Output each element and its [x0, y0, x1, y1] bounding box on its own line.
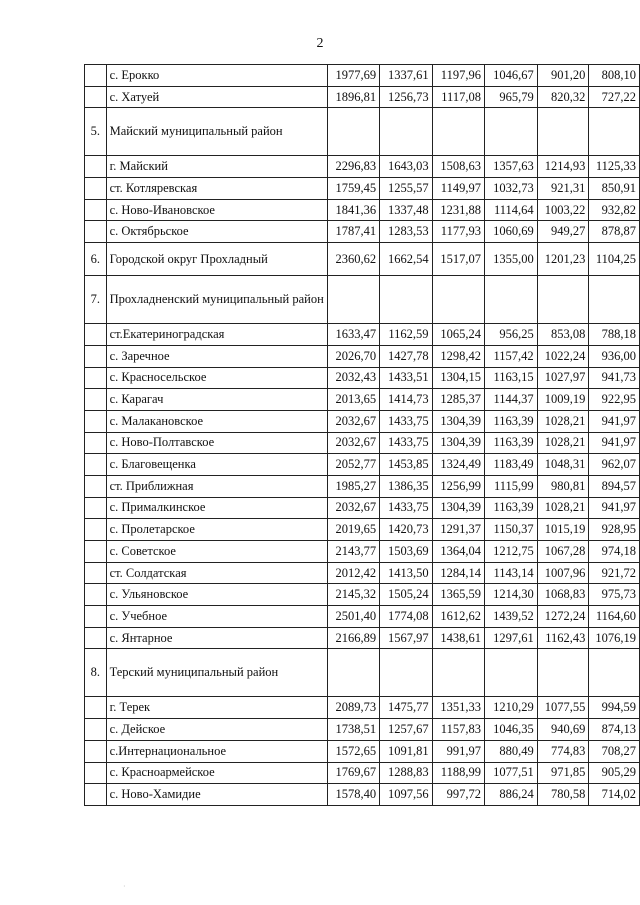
settlement-name: с. Дейское — [106, 719, 327, 741]
value-cell: 1272,24 — [537, 606, 589, 628]
value-cell: 1297,61 — [484, 627, 537, 649]
value-cell — [537, 276, 589, 324]
district-row — [85, 108, 640, 156]
value-cell: 874,13 — [589, 719, 640, 741]
value-cell: 1304,15 — [432, 367, 484, 389]
value-cell: 1256,99 — [432, 475, 484, 497]
value-cell: 1150,37 — [484, 519, 537, 541]
value-cell: 991,97 — [432, 740, 484, 762]
value-cell: 1143,14 — [484, 562, 537, 584]
value-cell: 1841,36 — [327, 199, 379, 221]
row-number — [85, 497, 107, 519]
settlement-name: ст. Котляревская — [106, 178, 327, 200]
scan-speck: · — [123, 882, 126, 891]
settlement-row — [85, 432, 640, 454]
value-cell: 1028,21 — [537, 432, 589, 454]
value-cell: 994,59 — [589, 697, 640, 719]
value-cell: 1214,93 — [537, 156, 589, 178]
value-cell: 2026,70 — [327, 345, 379, 367]
value-cell: 1420,73 — [380, 519, 432, 541]
value-cell: 1164,60 — [589, 606, 640, 628]
value-cell: 1163,15 — [484, 367, 537, 389]
value-cell: 1759,45 — [327, 178, 379, 200]
settlement-row — [85, 324, 640, 346]
value-cell: 1612,62 — [432, 606, 484, 628]
value-cell: 1517,07 — [432, 243, 484, 276]
value-cell: 1183,49 — [484, 454, 537, 476]
value-cell: 921,72 — [589, 562, 640, 584]
value-cell: 2166,89 — [327, 627, 379, 649]
settlement-name: г. Майский — [106, 156, 327, 178]
settlement-row — [85, 697, 640, 719]
settlement-name: с. Карагач — [106, 389, 327, 411]
value-cell: 714,02 — [589, 784, 640, 806]
settlement-row — [85, 367, 640, 389]
value-cell: 1125,33 — [589, 156, 640, 178]
value-cell: 2052,77 — [327, 454, 379, 476]
value-cell: 1201,23 — [537, 243, 589, 276]
value-cell: 2360,62 — [327, 243, 379, 276]
value-cell: 1046,67 — [484, 65, 537, 87]
value-cell: 1738,51 — [327, 719, 379, 741]
value-cell: 1117,08 — [432, 86, 484, 108]
value-cell: 1077,55 — [537, 697, 589, 719]
value-cell: 1304,39 — [432, 410, 484, 432]
row-number — [85, 178, 107, 200]
value-cell: 1291,37 — [432, 519, 484, 541]
settlement-name: ст.Екатериноградская — [106, 324, 327, 346]
value-cell: 1439,52 — [484, 606, 537, 628]
value-cell: 1438,61 — [432, 627, 484, 649]
value-cell: 901,20 — [537, 65, 589, 87]
settlement-name: с. Хатуей — [106, 86, 327, 108]
settlement-row — [85, 784, 640, 806]
value-cell: 1060,69 — [484, 221, 537, 243]
row-number — [85, 367, 107, 389]
settlement-row — [85, 65, 640, 87]
value-cell: 1091,81 — [380, 740, 432, 762]
value-cell: 1144,37 — [484, 389, 537, 411]
value-cell — [327, 649, 379, 697]
district-name: Прохладненский муниципальный район — [106, 276, 327, 324]
value-cell: 974,18 — [589, 541, 640, 563]
value-cell: 1453,85 — [380, 454, 432, 476]
value-cell: 971,85 — [537, 762, 589, 784]
value-cell: 1298,42 — [432, 345, 484, 367]
row-number — [85, 86, 107, 108]
value-cell: 1787,41 — [327, 221, 379, 243]
value-cell: 1633,47 — [327, 324, 379, 346]
value-cell: 788,18 — [589, 324, 640, 346]
row-number — [85, 584, 107, 606]
value-cell: 1028,21 — [537, 497, 589, 519]
table-body — [85, 65, 640, 806]
settlement-name: с. Ново-Полтавское — [106, 432, 327, 454]
value-cell: 1210,29 — [484, 697, 537, 719]
value-cell: 1067,28 — [537, 541, 589, 563]
value-cell: 1508,63 — [432, 156, 484, 178]
value-cell — [537, 649, 589, 697]
value-cell: 1662,54 — [380, 243, 432, 276]
value-cell: 774,83 — [537, 740, 589, 762]
value-cell: 1065,24 — [432, 324, 484, 346]
value-cell: 932,82 — [589, 199, 640, 221]
value-cell: 1255,57 — [380, 178, 432, 200]
district-name: Терский муниципальный район — [106, 649, 327, 697]
value-cell: 1163,39 — [484, 497, 537, 519]
value-cell: 1077,51 — [484, 762, 537, 784]
settlement-row — [85, 199, 640, 221]
value-cell — [432, 276, 484, 324]
value-cell: 1567,97 — [380, 627, 432, 649]
value-cell: 1357,63 — [484, 156, 537, 178]
settlement-row — [85, 719, 640, 741]
value-cell: 1304,39 — [432, 497, 484, 519]
value-cell: 2019,65 — [327, 519, 379, 541]
value-cell: 1503,69 — [380, 541, 432, 563]
value-cell: 727,22 — [589, 86, 640, 108]
value-cell: 2032,43 — [327, 367, 379, 389]
value-cell: 2032,67 — [327, 432, 379, 454]
value-cell: 1285,37 — [432, 389, 484, 411]
value-cell: 1046,35 — [484, 719, 537, 741]
value-cell: 2143,77 — [327, 541, 379, 563]
settlement-row — [85, 762, 640, 784]
value-cell: 1163,39 — [484, 432, 537, 454]
row-number — [85, 740, 107, 762]
value-cell: 894,57 — [589, 475, 640, 497]
settlement-row — [85, 221, 640, 243]
value-cell — [380, 108, 432, 156]
value-cell: 980,81 — [537, 475, 589, 497]
value-cell: 1433,75 — [380, 432, 432, 454]
settlement-row — [85, 740, 640, 762]
settlement-name: с. Ново-Ивановское — [106, 199, 327, 221]
settlement-name: с. Прималкинское — [106, 497, 327, 519]
value-cell: 1433,51 — [380, 367, 432, 389]
value-cell: 1572,65 — [327, 740, 379, 762]
value-cell: 1157,83 — [432, 719, 484, 741]
settlement-name: с. Октябрьское — [106, 221, 327, 243]
value-cell: 1769,67 — [327, 762, 379, 784]
value-cell: 1162,59 — [380, 324, 432, 346]
row-number — [85, 697, 107, 719]
tariff-table — [84, 64, 640, 806]
value-cell: 940,69 — [537, 719, 589, 741]
value-cell: 1257,67 — [380, 719, 432, 741]
settlement-name: с. Благовещенка — [106, 454, 327, 476]
settlement-row — [85, 454, 640, 476]
district-name: Майский муниципальный район — [106, 108, 327, 156]
value-cell: 886,24 — [484, 784, 537, 806]
settlement-name: с.Интернациональное — [106, 740, 327, 762]
value-cell — [537, 108, 589, 156]
settlement-name: с. Красносельское — [106, 367, 327, 389]
value-cell: 1188,99 — [432, 762, 484, 784]
row-number — [85, 324, 107, 346]
settlement-name: ст. Солдатская — [106, 562, 327, 584]
value-cell: 956,25 — [484, 324, 537, 346]
row-number — [85, 475, 107, 497]
settlement-row — [85, 584, 640, 606]
value-cell: 1009,19 — [537, 389, 589, 411]
value-cell: 1985,27 — [327, 475, 379, 497]
row-number — [85, 719, 107, 741]
value-cell: 2145,32 — [327, 584, 379, 606]
value-cell: 2032,67 — [327, 497, 379, 519]
row-number — [85, 606, 107, 628]
value-cell: 1365,59 — [432, 584, 484, 606]
value-cell: 928,95 — [589, 519, 640, 541]
value-cell: 1433,75 — [380, 497, 432, 519]
value-cell: 965,79 — [484, 86, 537, 108]
row-number — [85, 454, 107, 476]
settlement-row — [85, 178, 640, 200]
value-cell: 1351,33 — [432, 697, 484, 719]
value-cell: 941,73 — [589, 367, 640, 389]
value-cell: 1022,24 — [537, 345, 589, 367]
value-cell: 1304,39 — [432, 432, 484, 454]
value-cell: 1003,22 — [537, 199, 589, 221]
value-cell: 975,73 — [589, 584, 640, 606]
value-cell: 941,97 — [589, 497, 640, 519]
value-cell — [327, 108, 379, 156]
settlement-row — [85, 345, 640, 367]
district-row — [85, 243, 640, 276]
value-cell: 880,49 — [484, 740, 537, 762]
settlement-row — [85, 519, 640, 541]
value-cell — [484, 276, 537, 324]
value-cell: 808,10 — [589, 65, 640, 87]
row-number — [85, 389, 107, 411]
row-number — [85, 65, 107, 87]
settlement-name: с. Янтарное — [106, 627, 327, 649]
row-number — [85, 541, 107, 563]
row-number: 5. — [85, 108, 107, 156]
value-cell: 1364,04 — [432, 541, 484, 563]
value-cell: 1977,69 — [327, 65, 379, 87]
value-cell: 1288,83 — [380, 762, 432, 784]
value-cell: 1505,24 — [380, 584, 432, 606]
settlement-name: с. Ульяновское — [106, 584, 327, 606]
value-cell: 2089,73 — [327, 697, 379, 719]
value-cell: 1197,96 — [432, 65, 484, 87]
row-number — [85, 410, 107, 432]
value-cell: 1578,40 — [327, 784, 379, 806]
value-cell: 2013,65 — [327, 389, 379, 411]
settlement-name: ст. Приближная — [106, 475, 327, 497]
value-cell: 1115,99 — [484, 475, 537, 497]
settlement-row — [85, 475, 640, 497]
row-number: 6. — [85, 243, 107, 276]
value-cell: 1212,75 — [484, 541, 537, 563]
row-number — [85, 156, 107, 178]
value-cell: 1774,08 — [380, 606, 432, 628]
value-cell: 1475,77 — [380, 697, 432, 719]
value-cell: 941,97 — [589, 410, 640, 432]
settlement-row — [85, 541, 640, 563]
value-cell: 780,58 — [537, 784, 589, 806]
value-cell: 853,08 — [537, 324, 589, 346]
row-number: 8. — [85, 649, 107, 697]
value-cell: 1413,50 — [380, 562, 432, 584]
value-cell — [484, 649, 537, 697]
row-number — [85, 627, 107, 649]
row-number — [85, 345, 107, 367]
district-row — [85, 649, 640, 697]
row-number — [85, 432, 107, 454]
value-cell: 1896,81 — [327, 86, 379, 108]
value-cell: 850,91 — [589, 178, 640, 200]
settlement-row — [85, 627, 640, 649]
value-cell: 1048,31 — [537, 454, 589, 476]
value-cell: 905,29 — [589, 762, 640, 784]
settlement-name: с. Учебное — [106, 606, 327, 628]
row-number — [85, 221, 107, 243]
value-cell: 1433,75 — [380, 410, 432, 432]
value-cell: 1076,19 — [589, 627, 640, 649]
value-cell: 1414,73 — [380, 389, 432, 411]
settlement-row — [85, 606, 640, 628]
value-cell: 1284,14 — [432, 562, 484, 584]
settlement-row — [85, 156, 640, 178]
value-cell — [432, 108, 484, 156]
value-cell: 1028,21 — [537, 410, 589, 432]
value-cell: 1027,97 — [537, 367, 589, 389]
value-cell: 1355,00 — [484, 243, 537, 276]
value-cell — [589, 649, 640, 697]
district-name: Городской округ Прохладный — [106, 243, 327, 276]
row-number — [85, 562, 107, 584]
value-cell — [380, 649, 432, 697]
value-cell: 1015,19 — [537, 519, 589, 541]
settlement-name: с. Советское — [106, 541, 327, 563]
row-number — [85, 784, 107, 806]
settlement-name: с. Заречное — [106, 345, 327, 367]
value-cell — [432, 649, 484, 697]
district-row — [85, 276, 640, 324]
settlement-name: с. Малакановское — [106, 410, 327, 432]
value-cell: 2501,40 — [327, 606, 379, 628]
value-cell: 922,95 — [589, 389, 640, 411]
settlement-row — [85, 86, 640, 108]
settlement-name: с. Пролетарское — [106, 519, 327, 541]
value-cell: 1256,73 — [380, 86, 432, 108]
settlement-row — [85, 562, 640, 584]
value-cell: 2296,83 — [327, 156, 379, 178]
row-number — [85, 519, 107, 541]
settlement-name: с. Красноармейское — [106, 762, 327, 784]
settlement-name: г. Терек — [106, 697, 327, 719]
value-cell: 1386,35 — [380, 475, 432, 497]
settlement-row — [85, 410, 640, 432]
value-cell: 2032,67 — [327, 410, 379, 432]
value-cell: 936,00 — [589, 345, 640, 367]
value-cell: 1162,43 — [537, 627, 589, 649]
value-cell: 1149,97 — [432, 178, 484, 200]
value-cell: 921,31 — [537, 178, 589, 200]
value-cell: 1214,30 — [484, 584, 537, 606]
value-cell: 1337,61 — [380, 65, 432, 87]
value-cell: 997,72 — [432, 784, 484, 806]
value-cell — [380, 276, 432, 324]
value-cell: 941,97 — [589, 432, 640, 454]
value-cell: 820,32 — [537, 86, 589, 108]
value-cell: 1068,83 — [537, 584, 589, 606]
value-cell — [589, 108, 640, 156]
page-number: 2 — [316, 36, 324, 51]
value-cell — [484, 108, 537, 156]
settlement-name: с. Ерокко — [106, 65, 327, 87]
value-cell: 878,87 — [589, 221, 640, 243]
value-cell: 1324,49 — [432, 454, 484, 476]
value-cell: 1104,25 — [589, 243, 640, 276]
value-cell: 1163,39 — [484, 410, 537, 432]
settlement-row — [85, 389, 640, 411]
value-cell: 1427,78 — [380, 345, 432, 367]
value-cell: 1337,48 — [380, 199, 432, 221]
row-number: 7. — [85, 276, 107, 324]
value-cell: 1157,42 — [484, 345, 537, 367]
value-cell: 962,07 — [589, 454, 640, 476]
value-cell: 1177,93 — [432, 221, 484, 243]
value-cell: 708,27 — [589, 740, 640, 762]
value-cell — [327, 276, 379, 324]
value-cell: 1007,96 — [537, 562, 589, 584]
value-cell: 1114,64 — [484, 199, 537, 221]
row-number — [85, 762, 107, 784]
value-cell: 1032,73 — [484, 178, 537, 200]
value-cell: 1643,03 — [380, 156, 432, 178]
value-cell — [589, 276, 640, 324]
value-cell: 1231,88 — [432, 199, 484, 221]
settlement-name: с. Ново-Хамидие — [106, 784, 327, 806]
value-cell: 1097,56 — [380, 784, 432, 806]
value-cell: 1283,53 — [380, 221, 432, 243]
settlement-row — [85, 497, 640, 519]
row-number — [85, 199, 107, 221]
value-cell: 2012,42 — [327, 562, 379, 584]
value-cell: 949,27 — [537, 221, 589, 243]
